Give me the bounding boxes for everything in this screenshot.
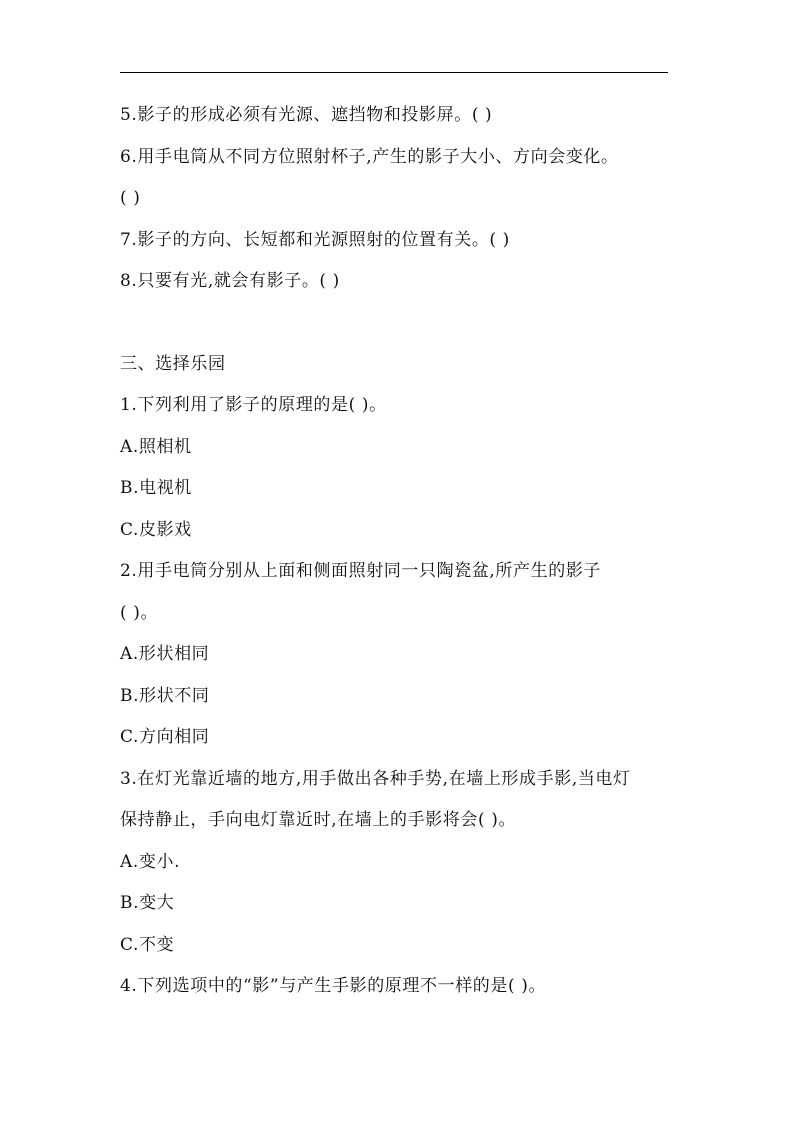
choice-q2-option-b: B.形状不同 (120, 685, 210, 706)
choice-q3-option-a: A.变小. (120, 851, 181, 872)
question-5: 5.影子的形成必须有光源、遮挡物和投影屏。( ) (120, 105, 493, 125)
choice-question-2-line-2: ( )。 (120, 602, 159, 623)
choice-q1-option-b: B.电视机 (120, 478, 192, 498)
section-title: 三、选择乐园 (120, 353, 226, 374)
choice-q2-option-c: C.方向相同 (120, 727, 210, 747)
choice-q1-option-a: A.照相机 (120, 436, 192, 457)
choice-q2-option-a: A.形状相同 (120, 644, 210, 664)
question-8: 8.只要有光,就会有影子。( ) (120, 271, 340, 291)
choice-question-3-line-1: 3.在灯光靠近墙的地方,用手做出各种手势,在墙上形成手影,当电灯 (120, 768, 631, 789)
choice-question-3-line-2: 保持静止，手向电灯靠近时,在墙上的手影将会( )。 (120, 810, 517, 830)
choice-question-2-line-1: 2.用手电筒分别从上面和侧面照射同一只陶瓷盆,所产生的影子 (120, 561, 602, 581)
question-6-line-2: ( ) (120, 188, 141, 208)
choice-question-4: 4.下列选项中的“影”与产生手影的原理不一样的是( )。 (120, 976, 547, 996)
choice-q3-option-b: B.变大 (120, 893, 175, 913)
worksheet-content (120, 95, 680, 1008)
choice-question-1: 1.下列利用了影子的原理的是( )。 (120, 395, 387, 415)
choice-q1-option-c: C.皮影戏 (120, 519, 192, 540)
question-7: 7.影子的方向、长短都和光源照射的位置有关。( ) (120, 229, 510, 250)
choice-q3-option-c: C.不变 (120, 934, 175, 955)
section-spacer (120, 303, 680, 344)
header-rule (120, 72, 668, 73)
question-6-line-1: 6.用手电筒从不同方位照射杯子,产生的影子大小、方向会变化。 (120, 146, 619, 167)
